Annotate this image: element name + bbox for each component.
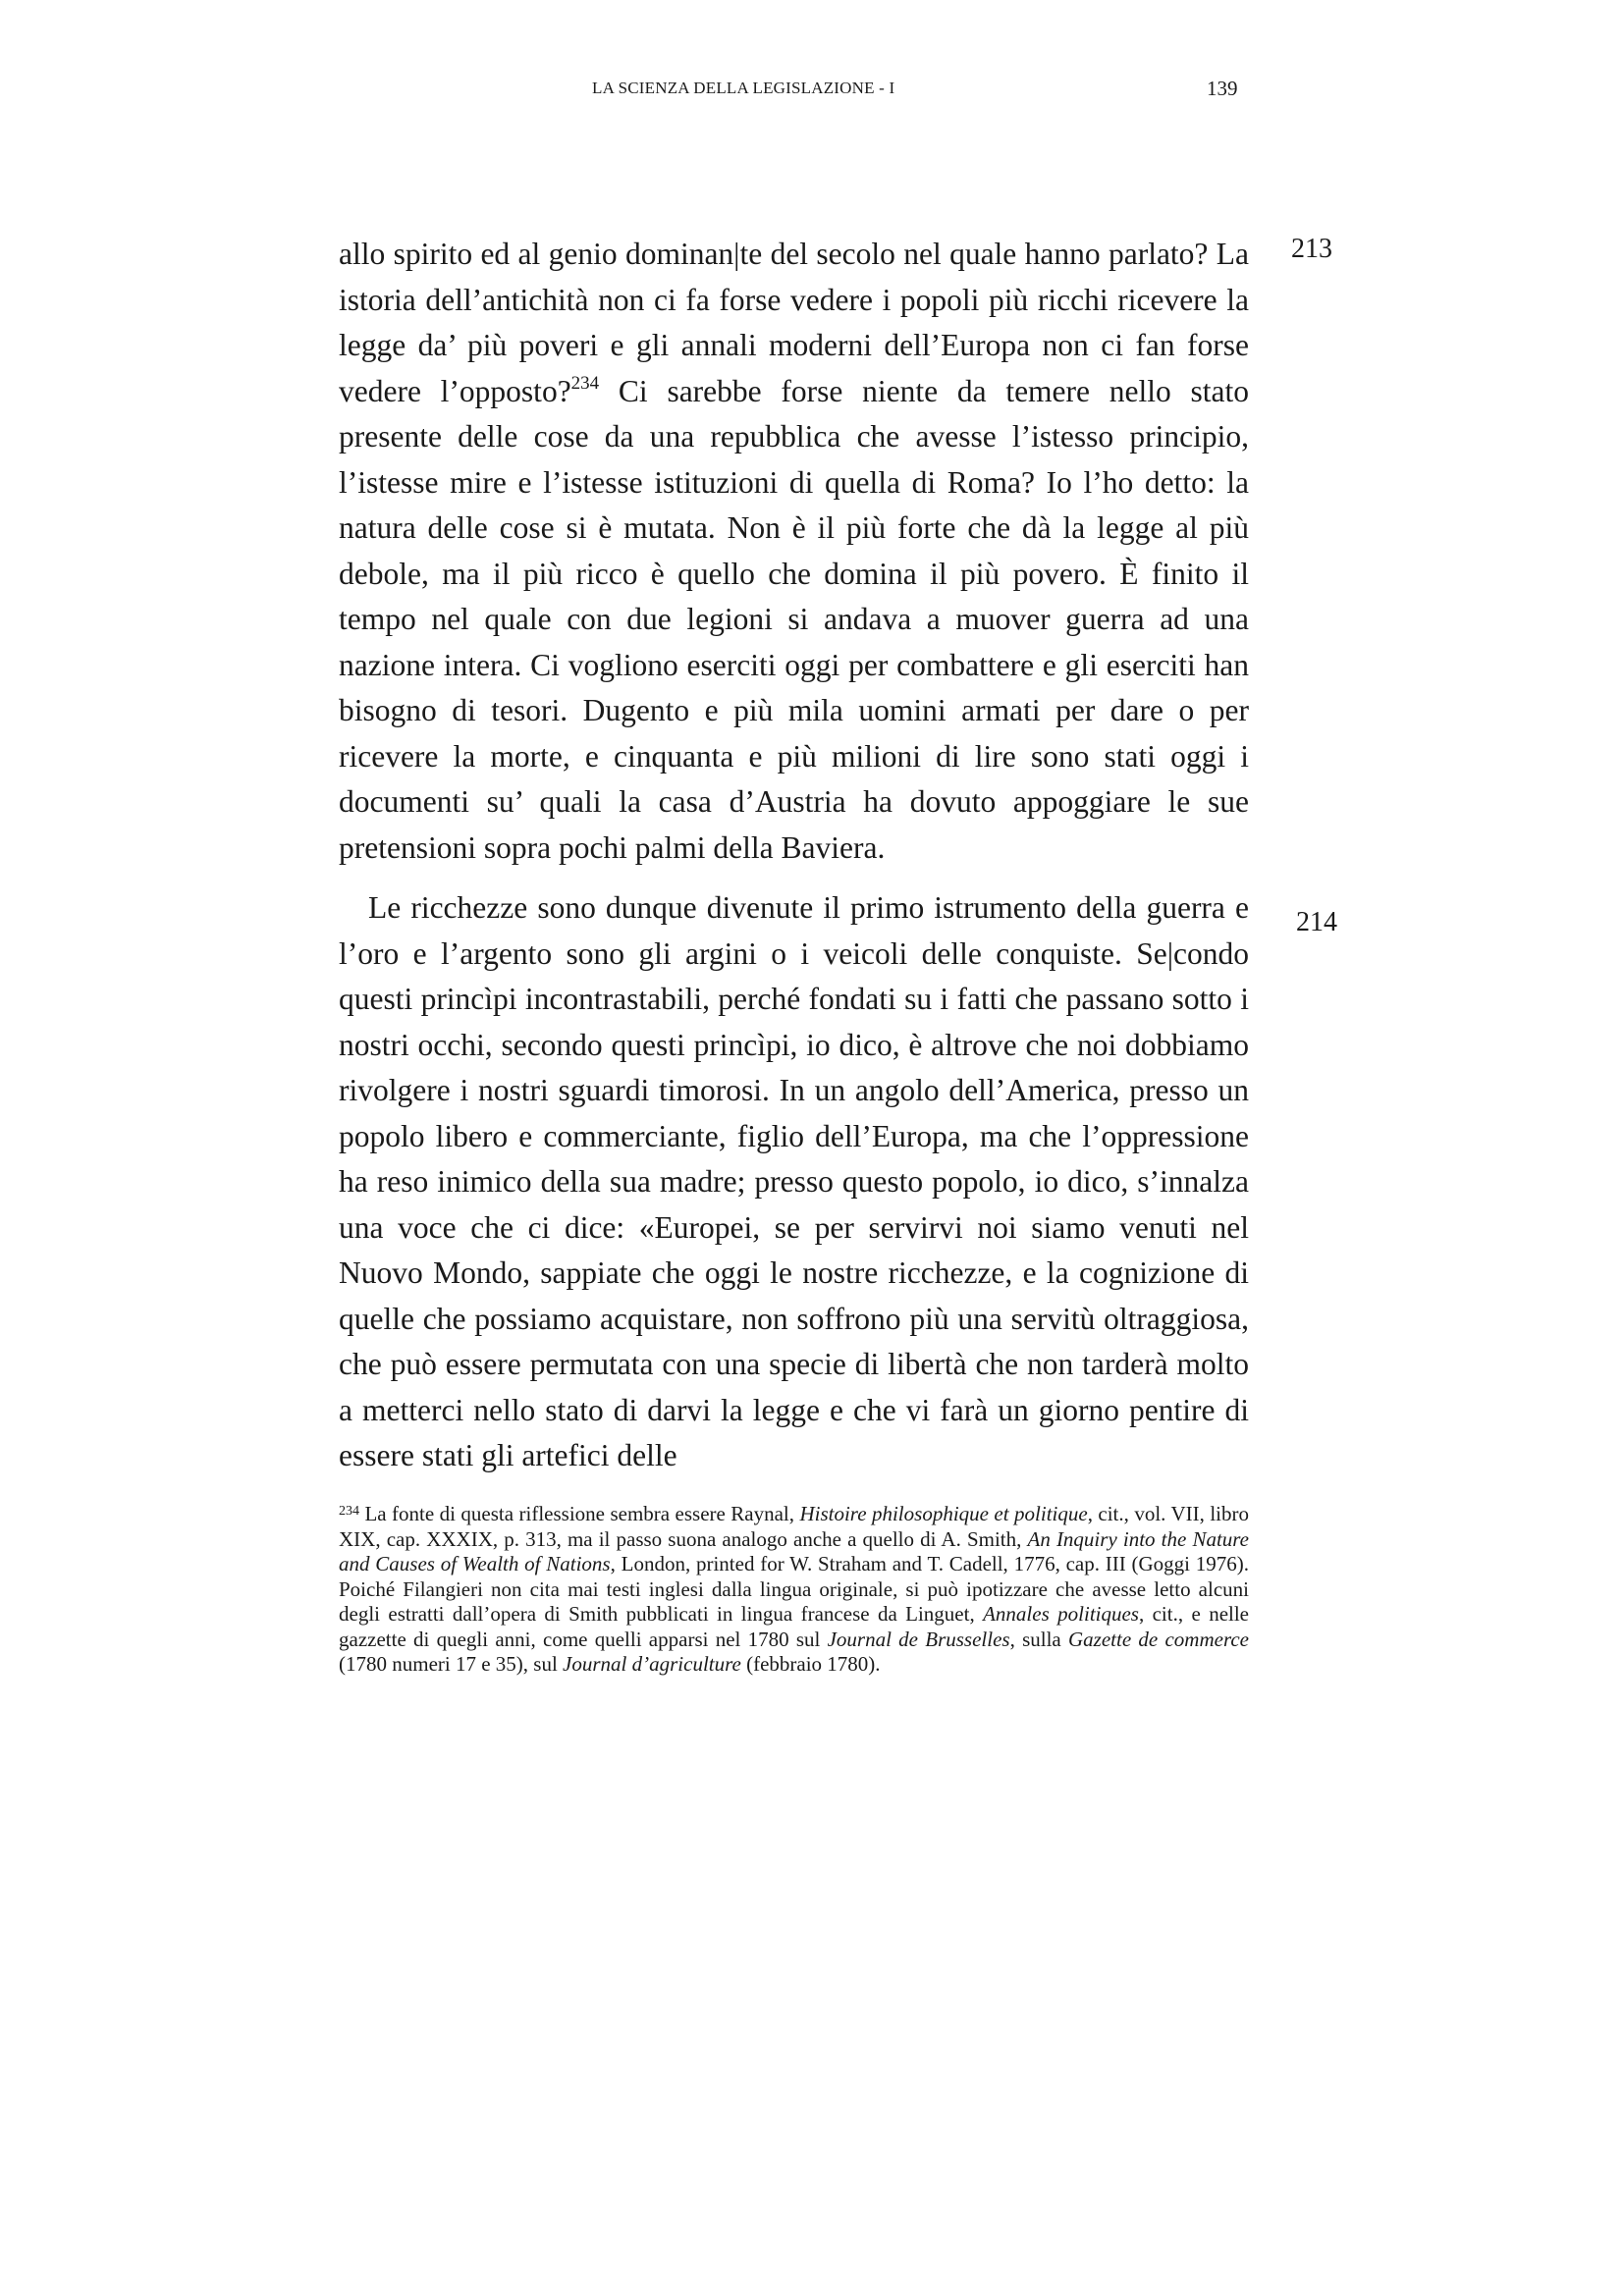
paragraph-text: Ci sarebbe forse niente da temere nello stato presente delle cose da una repubblica che avesse l’istesso principio, l’istesse mire e l’istesse istituzioni di quella di Roma? Io l’ho detto: la natura delle cose si è mutata. Non è il più forte che dà la legge al più debole, ma il più ricco è quello che domina il più povero. È finito il tempo nel quale con due legioni si andava a muover guerra ad una nazione intera. Ci vogliono eserciti oggi per combattere e gli eserciti han bisogno di tesori. Dugento e più mila uomini armati per dare o per ricevere la morte, e cinquanta e più milioni di lire sono stati oggi i documenti su’ quali la casa d’Austria ha dovuto appoggiare le sue pretensioni sopra pochi palmi della Baviera. bbox=[339, 373, 1249, 865]
paragraph: Le ricchezze sono dunque divenute il primo istrumento della guerra e l’oro e l’argento sono gli argini o i veicoli delle conquiste. Se|condo questi princìpi incontrastabili, perché fondati su i fatti che passano sotto i nostri occhi, secondo questi princìpi, io dico, è altrove che noi dobbiamo rivolgere i nostri sguardi timorosi. In un angolo dell’America, presso un popolo libero e commerciante, figlio dell’Europa, ma che l’oppressione ha reso inimico della sua madre; presso questo popolo, io dico, s’innalza una voce che ci dice: «Europei, se per servirvi noi siamo venuti nel Nuovo Mondo, sappiate che oggi le nostre ricchezze, e la cognizione di quelle che possiamo acquistare, non soffrono più una servitù oltraggiosa, che può essere permutata con una specie di libertà che non tarderà molto a metterci nello stato di darvi la legge e che vi farà un giorno pentire di essere stati gli artefici delle bbox=[339, 890, 1249, 1472]
footnote-title: Gazette de commerce bbox=[1068, 1627, 1249, 1651]
footnote-text: (febbraio 1780). bbox=[740, 1652, 881, 1676]
footnote-title: Annales politiques bbox=[983, 1602, 1139, 1626]
body-text bbox=[339, 232, 1249, 1479]
footnote-title: Histoire philosophique et politique bbox=[799, 1502, 1088, 1525]
footnote-text: , London, printed for W. Straham and T. Cadell, 1776, cap. III (Goggi 1976). Poiché Filangieri non cita mai testi inglesi dalla lingua originale, si può ipotizzare che avesse letto alcuni degli estratti dall’opera di Smith pubblicati in lingua francese da Linguet, bbox=[339, 1552, 1249, 1626]
footnote-title: An Inquiry into the Nature and Causes of Wealth of Nations bbox=[339, 1526, 1249, 1575]
footnote-text: La fonte di questa riflessione sembra essere Raynal, bbox=[359, 1502, 800, 1525]
footnote-title: Journal d’agriculture bbox=[563, 1652, 741, 1676]
footnote-number: 234 bbox=[339, 1504, 359, 1519]
margin-page-number: 213 bbox=[1291, 234, 1332, 264]
paragraph-text: allo spirito ed al genio dominan|te del secolo nel quale hanno parlato? La istoria dell’antichità non ci fa forse vedere i popoli più ricchi ricevere la legge da’ più poveri e gli annali moderni dell’Europa non ci fan forse vedere l’opposto? bbox=[339, 237, 1249, 408]
footnote-title: Journal de Brusselles bbox=[827, 1627, 1010, 1651]
footnote-text: , cit., e nelle gazzette di quegli anni, come quelli apparsi nel 1780 sul bbox=[339, 1602, 1249, 1651]
footnote-text: , sulla bbox=[1009, 1627, 1069, 1651]
running-head: LA SCIENZA DELLA LEGISLAZIONE - I bbox=[592, 79, 895, 97]
margin-page-number: 214 bbox=[1296, 907, 1337, 937]
footnote-text: , cit., vol. VII, libro XIX, cap. XXXIX, p. 313, ma il passo suona analogo anche a quello di A. Smith, bbox=[339, 1502, 1249, 1551]
footnote-text: (1780 numeri 17 e 35), sul bbox=[339, 1652, 564, 1676]
paragraph bbox=[339, 232, 1249, 871]
footnote bbox=[339, 1502, 1249, 1678]
footnote-reference[interactable]: 234 bbox=[570, 372, 600, 394]
page-number: 139 bbox=[1207, 77, 1238, 100]
